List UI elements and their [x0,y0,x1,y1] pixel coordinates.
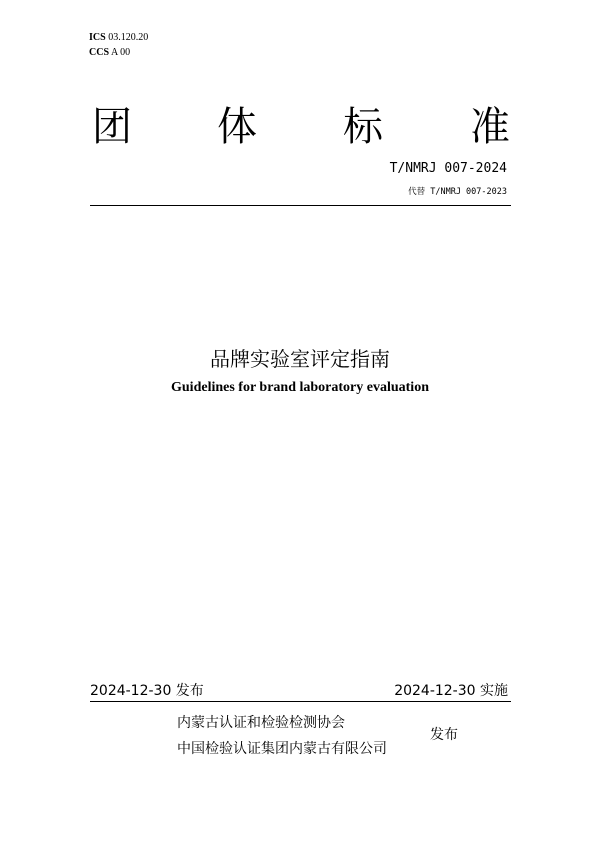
implement-date: 2024-12-30 实施 [394,683,508,699]
issuing-organization-2: 中国检验认证集团内蒙古有限公司 [177,741,387,757]
top-divider [90,205,511,206]
document-type-char-2: 体 [217,104,257,150]
standard-number: T/NMRJ 007-2024 [389,161,507,176]
ccs-code [89,47,130,58]
issuing-organization-1: 内蒙古认证和检验检测协会 [177,715,345,731]
ccs-label: CCS [89,47,110,58]
ccs-value: A 00 [110,47,131,58]
standard-title-cn: 品牌实验室评定指南 [210,347,390,371]
ics-label: ICS [89,32,106,43]
ics-value: 03.120.20 [108,32,149,43]
document-type-char-1: 团 [92,104,132,150]
standard-title-en: Guidelines for brand laboratory evaluation [171,380,429,395]
document-type-char-3: 标 [343,104,383,150]
publish-date: 2024-12-30 发布 [90,683,204,699]
replaces-note: 代替 T/NMRJ 007-2023 [408,187,507,197]
document-type-char-4: 准 [470,104,510,150]
bottom-divider [90,701,511,702]
publish-label: 发布 [430,727,458,743]
ics-code [89,32,148,43]
